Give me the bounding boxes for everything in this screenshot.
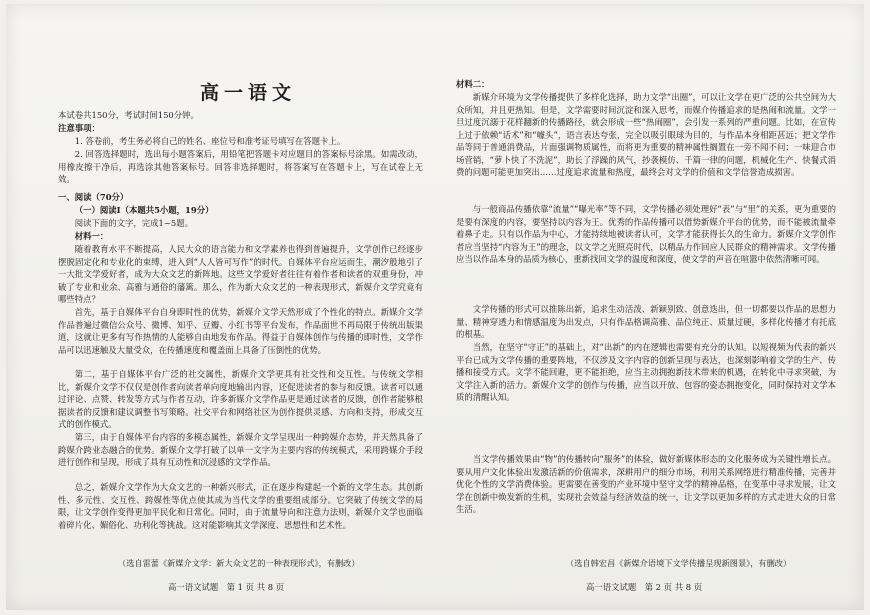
subsection-heading: （一）阅读Ⅰ（本题共5小题，19分） xyxy=(74,205,214,215)
page-title: 高一语文 xyxy=(199,82,296,104)
left-page xyxy=(58,4,423,610)
page-footer-right: 高一语文试题 第 2 页 共 8 页 xyxy=(586,582,703,592)
material-one-para-1: 随着教育水平不断提高，人民大众的语言能力和文学素养也得到普遍提升，文学创作已经逐步摆脱固定化和专业化的束缚，进入到“人人皆可写作”的时代。自媒体平台应运而生，潮汐般地引了一大批文学爱好者，成为大众文艺的新阵地。这些文学爱好者往往有着作者和读者的双重身份，冲破了专业和业余、高雅与通俗的藩篱。那么，作为新大众文艺的一种表现形式，新媒介文学究竟有哪些特点？ xyxy=(58,244,423,304)
section-heading: 一、阅读（70分） xyxy=(58,192,129,202)
material-one-label: 材料一： xyxy=(74,231,109,241)
material-two-label: 材料二： xyxy=(456,79,490,89)
material-one-para-4: 第三，由于自媒体平台内容的多模态属性，新媒介文学呈现出一种跨媒介态势，并天然具备了跨媒介跨业态融合的优势。新媒介文学打破了以单一文字为主要内容的传统模式，采用跨媒介手段进行创作和呈现，形成了具有互动性和沉浸感的文学作品。 xyxy=(58,432,423,467)
reading-instruction: 阅读下面的文字，完成1~5题。 xyxy=(74,218,193,228)
material-two-para-1: 新媒介环境为文学传播提供了多样化选择，助力文学“出圈”，可以让文学在更广泛的公共空间为大众所知，并且更热知。但是，文学需要时间沉淀和深入思考，而媒介传播追求的是热闹和流量。文学一旦过度沉溺于花样翻新的传播路径，就会形成一些“热闹圈”，会引发一系列的严重问题。比如，在宣传上过于依赖“话术”和“噱头”，语言表达夸张，完全以吸引眼球为目的，与作品本身相距甚远；把文学作品等同于普通消费品，片面强调物质属性，而将更为重要的精神属性搁置在一旁不闻不问；一味迎合市场营销，“萝卜快了不洗泥”，助长了浮躁的风气，抄袭模仿、千篇一律的问题，机械化生产、快餐式消费的问题可能更加突出……过度追求流量和热度，最终会对文学的价值和文学信誉造成损害。 xyxy=(456,92,836,177)
right-page xyxy=(456,4,836,610)
notice-item-2: 2. 回答选择题时，选出每小题答案后，用铅笔把答题卡对应题目的答案标号涂黑。如需改动，用橡皮擦干净后，再选涂其他答案标号。回答非选择题时，将答案写在答题卡上，写在试卷上无效。 xyxy=(58,149,423,184)
exam-sheet xyxy=(6,4,864,610)
notice-heading: 注意事项： xyxy=(58,123,100,133)
material-two-para-5: 当文学传播效果由“物”的传播转向“服务”的体验，做好新媒体形态的文化服务成为关键性增长点。要从用户文化体验出发激活新的价值需求，深耕用户的细分市场，利用关系网络进行精准传播，完善并优化个性的文学消费体验。更需要在善变的产业环境中坚守文学的精神品格，在变革中寻求发展，让文学在创新中焕发新的生机，实现社会效益与经济效益的统一，让文学以更加多样的方式走进大众的日常生活。 xyxy=(456,454,836,514)
notice-item-1: 1. 答卷前，考生务必将自己的姓名、座位号和准考证号填写在答题卡上。 xyxy=(74,136,346,146)
material-two-para-4: 当然，在坚守“守正”的基础上，对“出新”的内在逻辑也需要有充分的认知。以短视频为代表的新兴平台已成为文学传播的重要阵地，不仅涉及文字内容的创新呈现与表达，也深刻影响着文学的生产、传播和接受方式。文学不能回避，更不能拒绝，应当主动拥抱新技术带来的机遇，在转化中寻求突破，为文学注入新的活力。新媒介文学的创作与传播，应当以开放、包容的姿态拥抱变化，同时保持对文学本质的清醒认知。 xyxy=(456,342,836,402)
material-two-source: （选自韩宏昌《新媒介语境下文学传播呈现新图景》，有删改） xyxy=(566,558,792,568)
material-one-para-3: 第二，基于自媒体平台广泛的社交属性，新媒介文学更具有社交性和交互性。与传统文学相比，新媒介文学不仅仅是创作者向读者单向度地输出内容，还促进读者的参与和反馈。读者可以通过评论、点赞、转发等方式与作者互动，许多新媒介文学作品更是通过读者的反馈，创作者能够根据读者的反馈和建议调整书写策略。社交平台和网络社区为创作提供灵感、方向和支持，形成交互式的创作模式。 xyxy=(58,369,423,429)
exam-info: 本试卷共150分，考试时间150分钟。 xyxy=(58,110,199,120)
page-footer-left: 高一语文试题 第 1 页 共 8 页 xyxy=(168,582,285,592)
material-one-source: （选自雷蕾《新媒介文学：新大众文艺的一种表现形式》，有删改） xyxy=(118,558,360,568)
material-one-para-2: 首先，基于自媒体平台自身即时性的优势，新媒介文学天然形成了个性化的特点。新媒介文学作品普遍过微信公众号、微博、知乎、豆瓣、小红书等平台发布，作品面世不再局限于传统出版渠道，这就让更多有写作热情的人能够自由地发布作品。得益于自媒体创作与传播的即时性，文学作品可以迅速触及大量受众，在传播速度和覆盖面上具备了压倒性的优势。 xyxy=(58,307,423,355)
material-two-para-3: 文学传播的形式可以推陈出新，追求生动活泼、新颖别致、创意迭出，但一切都要以作品的思想力量、精神穿透力和情感温度为出发点，只有作品格调高雅、品位纯正、质量过硬，多样化传播才有托底的根基。 xyxy=(456,304,836,339)
material-one-para-5: 总之，新媒介文学作为大众文艺的一种新兴形式，正在逐步构建起一个新的文学生态。其创新性、多元性、交互性、跨媒性等优点使其成为当代文学的重要组成部分。它突破了传统文学的局限，让文学创作变得更加平民化和日常化。同时，由于流量导向和注意力法则，新媒介文学也面临着碎片化、媚俗化、功利化等挑战。这对能影响其文学深度、思想性和艺术性。 xyxy=(58,482,423,530)
material-two-para-2: 与一般商品传播依靠“流量”“曝光率”等不同，文学传播必须处理好“表”与“里”的关系，更为重要的是要有深度的内容，要坚持以内容为王。优秀的作品传播可以借势新媒介平台的优势，而不能被流量牵着鼻子走。只有以作品为中心，才能持续地被读者认可，文学才能获得长久的生命力。新媒介文学创作者应当坚持“内容为王”的理念，以文学之光照亮时代，以精品力作回应人民群众的精神需求。文学传播应当以作品本身的品质为核心，重新找回文学的温度和深度，使文学的声音在喧嚣中依然清晰可闻。 xyxy=(456,204,836,264)
